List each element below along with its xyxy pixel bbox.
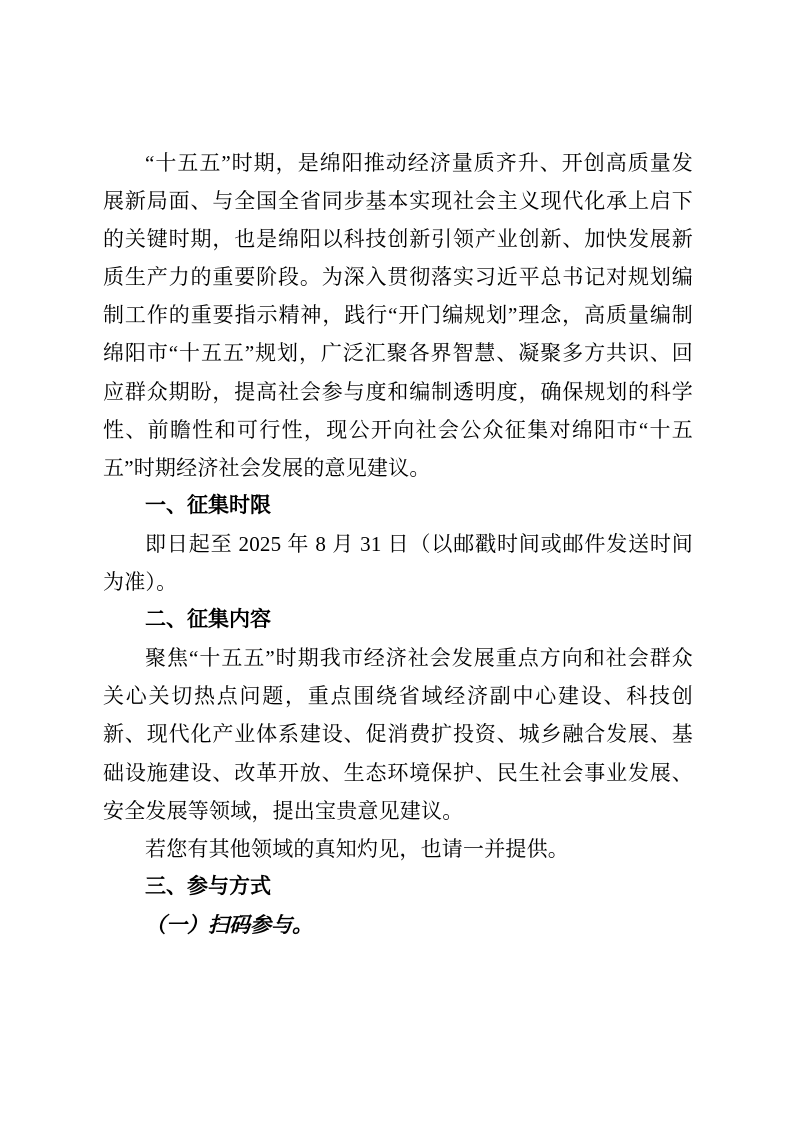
paragraph-content-focus: 聚焦“十五五”时期我市经济社会发展重点方向和社会群众关心关切热点问题，重点围绕省域经济副中心建设、科技创新、现代化产业体系建设、促消费扩投资、城乡融合发展、基础设施建设、改革开放、生态环境保护、民生社会事业发展、安全发展等领域，提出宝贵意见建议。 [103, 646, 693, 823]
paragraph-deadline: 即日起至 2025 年 8 月 31 日（以邮戳时间或邮件发送时间为准）。 [103, 531, 693, 595]
heading-collection-content: 二、征集内容 [145, 608, 271, 632]
intro-paragraph: “十五五”时期，是绵阳推动经济量质齐升、开创高质量发展新局面、与全国全省同步基本实现社会主义现代化承上启下的关键时期，也是绵阳以科技创新引领产业创新、加快发展新质生产力的重要阶段。为深入贯彻落实习近平总书记对规划编制工作的重要指示精神，践行“开门编规划”理念，高质量编制绵阳市“十五五”规划，广泛汇聚各界智慧、凝聚多方共识、回应群众期盼，提高社会参与度和编制透明度，确保规划的科学性、前瞻性和可行性，现公开向社会公众征集对绵阳市“十五五”时期经济社会发展的意见建议。 [103, 151, 693, 480]
heading-collection-deadline: 一、征集时限 [145, 493, 271, 517]
subheading-scan-code-participation: （一）扫码参与。 [145, 912, 313, 937]
document-body [103, 144, 693, 944]
paragraph-other-suggestions: 若您有其他领域的真知灼见，也请一并提供。 [145, 836, 569, 861]
heading-participation-method: 三、参与方式 [145, 874, 271, 898]
